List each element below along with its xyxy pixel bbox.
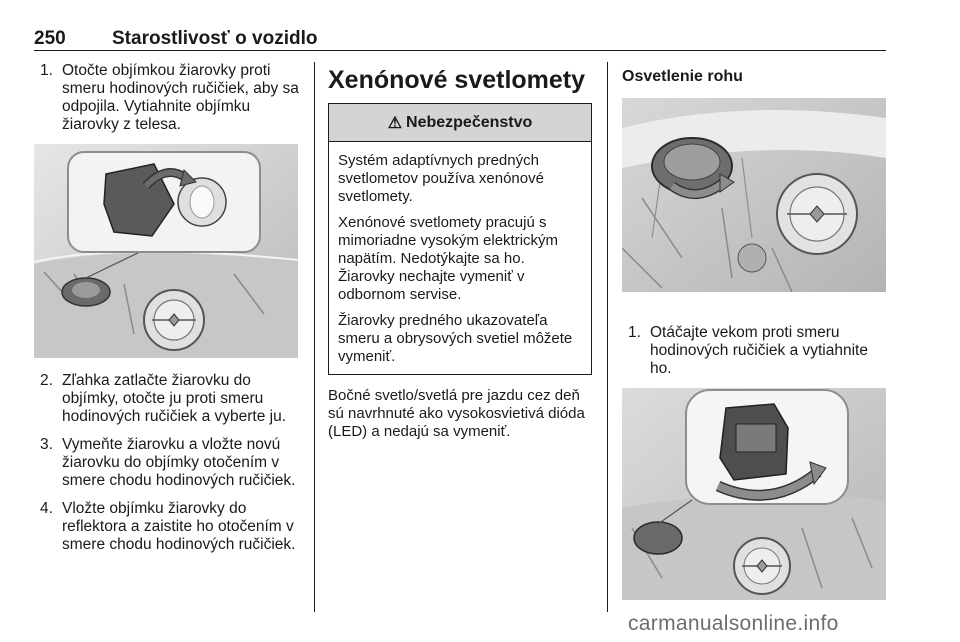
headlamp-socket-illustration: [34, 144, 298, 358]
danger-title: Nebezpečenstvo: [406, 113, 533, 131]
step-list-2: [34, 372, 302, 554]
cornering-socket-illustration: [622, 388, 886, 600]
list-item: 4. Vložte objímku žiarovky do reflektora a zaistite ho otočením v smere chodu hodinových ručičiek.: [40, 500, 296, 553]
list-item: 1. Otočte objímkou žiarovky proti smeru hodinových ručičiek, aby sa odpojila. Vytiahnite objímku žiarovky z telesa.: [40, 62, 299, 133]
cornering-lamp-illustration: [622, 98, 886, 292]
column-divider-2: [607, 62, 608, 612]
step-list-3: [622, 324, 886, 378]
danger-box-header: [329, 104, 591, 142]
column-3: [622, 62, 886, 600]
illustration-svg: [622, 388, 886, 600]
header-rule: [34, 50, 886, 51]
page-title: Starostlivosť o vozidlo: [112, 28, 318, 49]
list-item: 3. Vymeňte žiarovku a vložte novú žiarovku do objímky otočením v smere chodu hodinových ručičiek.: [40, 436, 296, 489]
step-list-1: [34, 62, 302, 134]
danger-paragraph: Žiarovky predného ukazovateľa smeru a obrysových svetiel môžete vymeniť.: [338, 312, 573, 365]
danger-paragraph: Xenónové svetlomety pracujú s mimoriadne vysokým elektrickým napätím. Nedotýkajte sa ho. Žiarovky nechajte vymeniť v odbornom servise.: [338, 214, 559, 303]
danger-paragraph: Systém adaptívnych predných svetlometov používa xenónové svetlomety.: [338, 152, 544, 205]
danger-box: [328, 103, 592, 375]
section-heading-xenon: Xenónové svetlomety: [328, 66, 586, 94]
column-divider-1: [314, 62, 315, 612]
column-1: [34, 62, 302, 564]
led-paragraph: Bočné svetlo/svetlá pre jazdu cez deň sú navrhnuté ako vysokosvietivá dióda (LED) a nedajú sa vymeniť.: [328, 387, 585, 440]
danger-box-body: [329, 142, 591, 374]
illustration-svg: [34, 144, 298, 358]
warning-triangle-icon: ⚠: [387, 114, 403, 132]
section-heading-cornering: Osvetlenie rohu: [622, 68, 743, 85]
watermark: carmanualsonline.info: [628, 612, 839, 635]
page-number: 250: [34, 28, 66, 49]
column-2: [328, 62, 594, 441]
illustration-svg: [622, 98, 886, 292]
list-item: 2. Zľahka zatlačte žiarovku do objímky, otočte ju proti smeru hodinových ručičiek a vyberte ju.: [40, 372, 287, 425]
list-item: 1. Otáčajte vekom proti smeru hodinových ručičiek a vytiahnite ho.: [628, 324, 868, 377]
page-header: [34, 28, 886, 52]
